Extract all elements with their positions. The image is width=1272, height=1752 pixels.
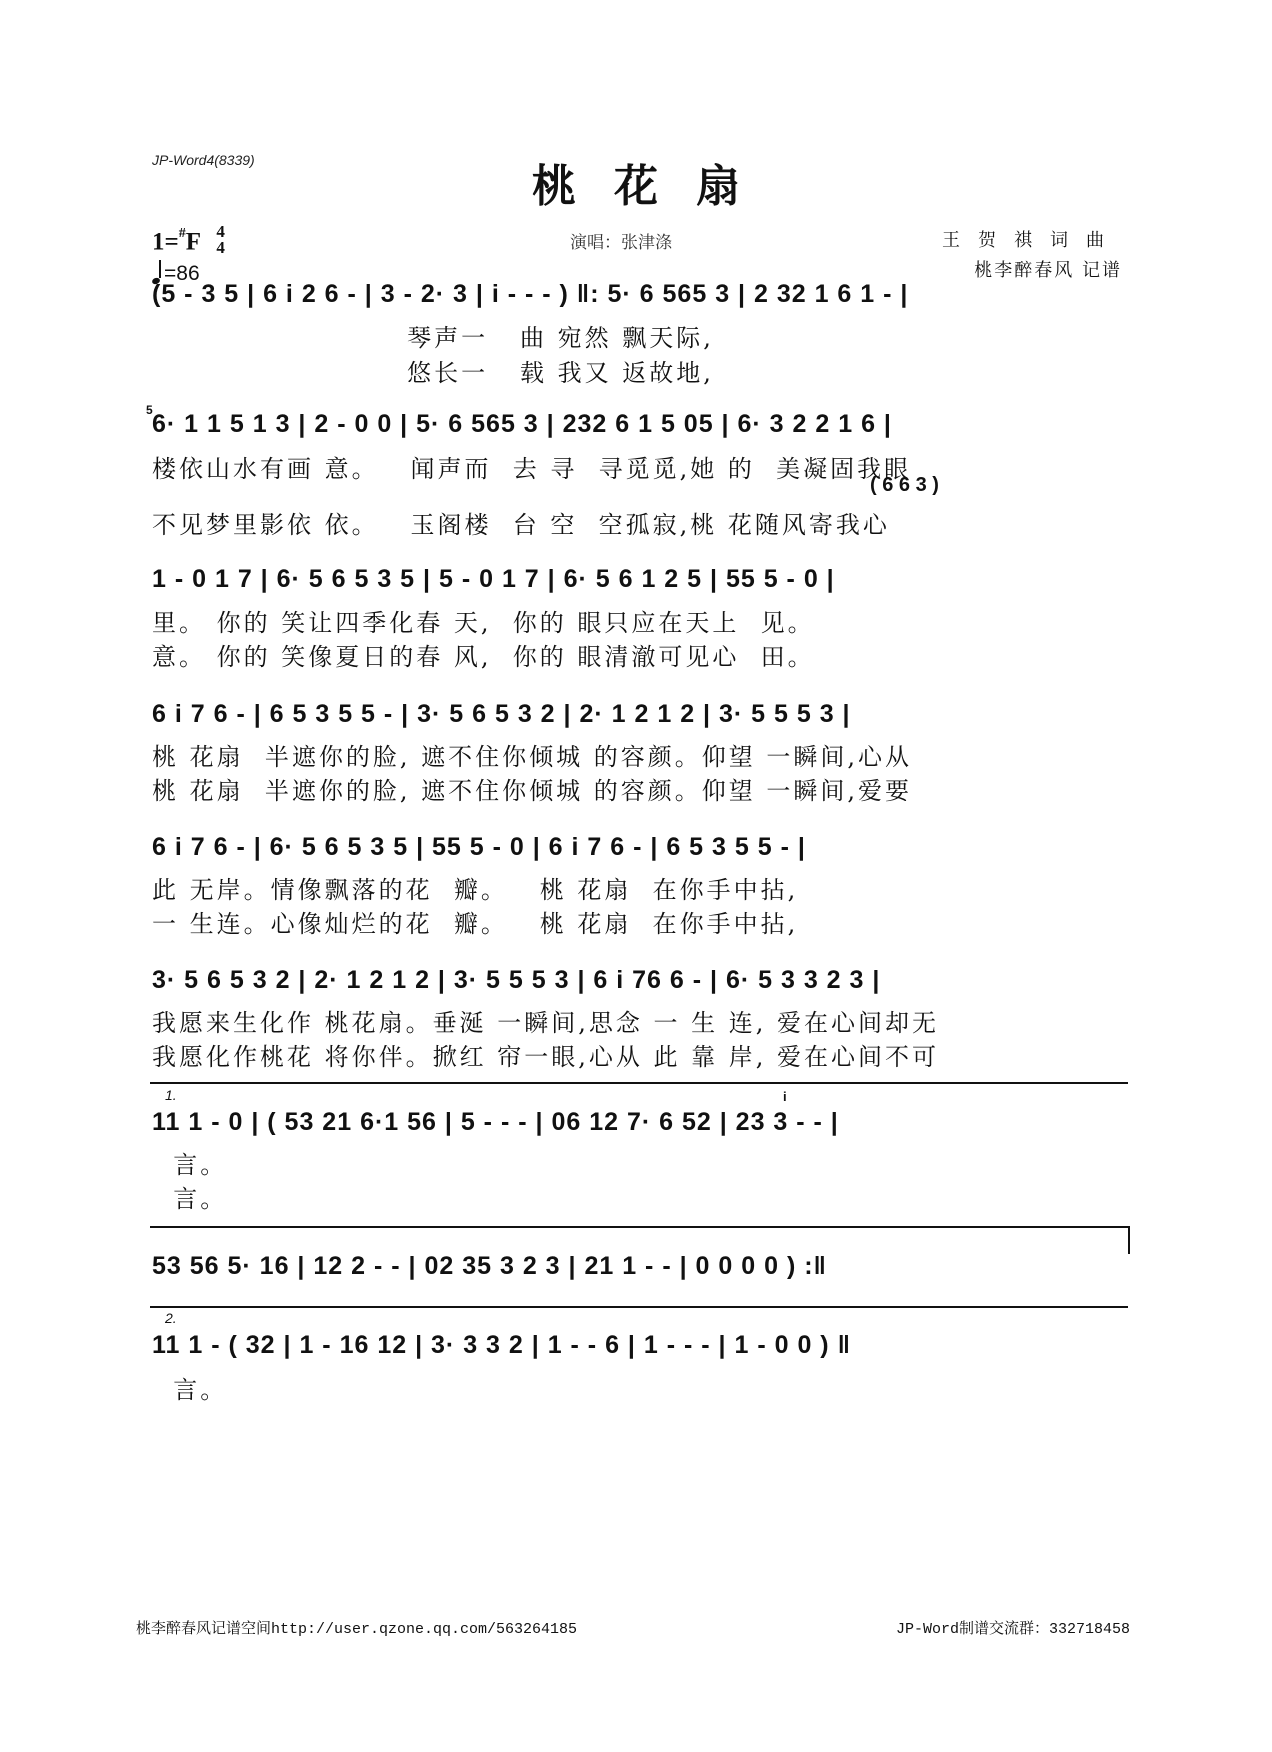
lyric-6-verse-1: 我愿来生化作 桃花扇。垂涎 一瞬间,思念 一 生 连, 爱在心间却无 — [152, 1009, 940, 1037]
lyric-3-verse-1: 里。 你的 笑让四季化春 天, 你的 眼只应在天上 见。 — [152, 609, 815, 637]
transcriber-credit: 桃李醉春风 记谱 — [974, 260, 1122, 281]
lyric-5-verse-2: 一 生连。心像灿烂的花 瓣。 桃 花扇 在你手中拈, — [152, 910, 799, 938]
grace-note: i — [783, 1089, 787, 1104]
second-ending-bracket — [150, 1306, 1128, 1320]
notation-line-8: 53 56 5· 16 | 12 2 - - | 02 35 3 2 3 | 21 1 - - | 0 0 0 0 ) :‖ — [152, 1252, 827, 1280]
first-ending-bracket — [150, 1082, 1128, 1096]
notation-line-1: (5 - 3 5 | 6 i 2 6 - | 3 - 2· 3 | i - - - ) ‖: 5· 6 565 3 | 2 32 1 6 1 - | — [152, 280, 909, 308]
grace-note: 5 — [146, 403, 153, 417]
notation-line-3: 1 - 0 1 7 | 6· 5 6 5 3 5 | 5 - 0 1 7 | 6· 5 6 1 2 5 | 55 5 - 0 | — [152, 565, 835, 593]
note-stem — [159, 260, 161, 278]
time-bottom: 4 — [216, 238, 225, 257]
lyric-4-verse-1: 桃 花扇 半遮你的脸, 遮不住你倾城 的容颜。仰望 一瞬间,心从 — [152, 743, 913, 771]
key-prefix: 1= — [152, 228, 179, 256]
singer-credit: 演唱：张津涤 — [570, 233, 672, 253]
notation-line-6: 3· 5 6 5 3 2 | 2· 1 2 1 2 | 3· 5 5 5 3 | 6 i 76 6 - | 6· 5 3 3 2 3 | — [152, 966, 881, 994]
lyric-3-verse-2: 意。 你的 笑像夏日的春 风, 你的 眼清澈可见心 田。 — [152, 643, 815, 671]
lyric-7-verse-2: 言。 — [152, 1185, 228, 1213]
key-signature — [152, 222, 225, 260]
sharp-icon: # — [178, 226, 186, 241]
first-ending-bracket-continued — [150, 1226, 1130, 1254]
notation-line-9: 11 1 - ( 32 | 1 - 16 12 | 3· 3 3 2 | 1 - - 6 | 1 - - - | 1 - 0 0 ) ‖ — [152, 1331, 852, 1359]
lyric-2-verse-2: 不见梦里影依 依。 玉阁楼 台 空 空孤寂,桃 花随风寄我心 — [152, 511, 890, 539]
alternate-notes: ( 6 6 3 ) — [870, 474, 939, 496]
time-top: 4 — [216, 222, 225, 241]
software-label: JP-Word4(8339) — [152, 152, 255, 168]
notation-line-5: 6 i 7 6 - | 6· 5 6 5 3 5 | 55 5 - 0 | 6 i 7 6 - | 6 5 3 5 5 - | — [152, 833, 806, 861]
song-title: 桃花扇 — [532, 161, 778, 212]
lyric-1-verse-1: 琴声一 曲 宛然 飘天际, — [152, 324, 714, 352]
composer-credit: 王贺祺词曲 — [942, 230, 1122, 251]
lyric-5-verse-1: 此 无岸。情像飘落的花 瓣。 桃 花扇 在你手中拈, — [152, 876, 799, 904]
notation-line-2: 6· 1 1 5 1 3 | 2 - 0 0 | 5· 6 565 3 | 232 6 1 5 05 | 6· 3 2 2 1 6 | — [152, 410, 892, 438]
lyric-2-verse-1: 楼依山水有画 意。 闻声而 去 寻 寻觅觅,她 的 美凝固我眼 — [152, 455, 912, 483]
lyric-6-verse-2: 我愿化作桃花 将你伴。掀红 帘一眼,心从 此 靠 岸, 爱在心间不可 — [152, 1043, 940, 1071]
lyric-1-verse-2: 悠长一 载 我又 返故地, — [152, 359, 714, 387]
notation-line-7: 11 1 - 0 | ( 53 21 6·1 56 | 5 - - - | 06 12 7· 6 52 | 23 3 - - | — [152, 1108, 839, 1136]
second-ending-label: 2. — [165, 1310, 177, 1326]
time-signature — [216, 224, 225, 256]
lyric-4-verse-2: 桃 花扇 半遮你的脸, 遮不住你倾城 的容颜。仰望 一瞬间,爱要 — [152, 777, 913, 805]
lyric-9-verse-1: 言。 — [152, 1376, 228, 1404]
notation-line-4: 6 i 7 6 - | 6 5 3 5 5 - | 3· 5 6 5 3 2 | 2· 1 2 1 2 | 3· 5 5 5 3 | — [152, 700, 851, 728]
footer-source-link: 桃李醉春风记谱空间http://user.qzone.qq.com/563264185 — [136, 1621, 578, 1638]
footer-group-info: JP-Word制谱交流群：332718458 — [895, 1621, 1130, 1638]
key-note: F — [185, 228, 201, 256]
lyric-7-verse-1: 言。 — [152, 1151, 228, 1179]
tempo-value: =86 — [164, 262, 200, 285]
first-ending-label: 1. — [165, 1087, 177, 1103]
